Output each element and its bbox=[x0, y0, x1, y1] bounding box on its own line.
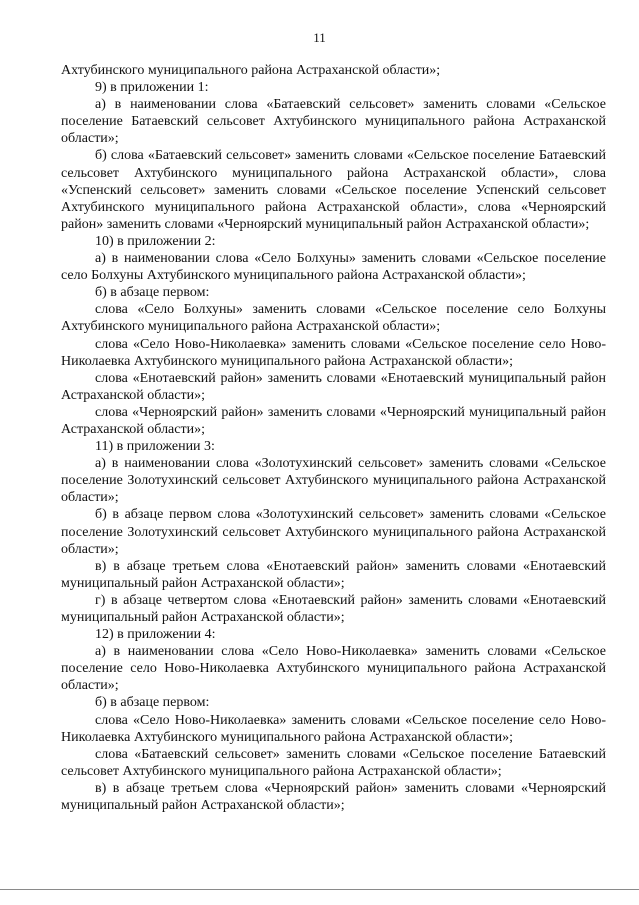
paragraph: б) слова «Батаевский сельсовет» заменить словами «Сельское поселение Батаевский сельсовет Ахтубинского муниципального района Астраханской области», слова «Успенский сельсовет» заменить словами «Сельское поселение Успенский сельсовет Ахтубинского муниципального района Астраханской области», слова «Черноярский район» заменить словами «Черноярский муниципальный район Астраханской области»; bbox=[61, 148, 606, 232]
document-body bbox=[61, 62, 606, 814]
paragraph: а) в наименовании слова «Батаевский сельсовет» заменить словами «Сельское поселение Батаевский сельсовет Ахтубинского муниципального района Астраханской области»; bbox=[61, 97, 606, 147]
paragraph: а) в наименовании слова «Село Болхуны» заменить словами «Сельское поселение село Болхуны Ахтубинского муниципального района Астраханской области»; bbox=[61, 251, 606, 284]
paragraph: г) в абзаце четвертом слова «Енотаевский район» заменить словами «Енотаевский муниципальный район Астраханской области»; bbox=[61, 592, 606, 625]
paragraph: в) в абзаце третьем слова «Черноярский район» заменить словами «Черноярский муниципальный район Астраханской области»; bbox=[61, 780, 606, 814]
paragraph: слова «Черноярский район» заменить словами «Черноярский муниципальный район Астраханской области»; bbox=[61, 404, 606, 437]
paragraph: 10) в приложении 2: bbox=[95, 233, 216, 249]
paragraph: б) в абзаце первом: bbox=[95, 695, 210, 711]
scan-edge-divider bbox=[0, 889, 639, 890]
paragraph: а) в наименовании слова «Село Ново-Николаевка» заменить словами «Сельское поселение село Ново-Николаевка Ахтубинского муниципального района Астраханской области»; bbox=[61, 644, 606, 694]
paragraph: а) в наименовании слова «Золотухинский сельсовет» заменить словами «Сельское поселение Золотухинский сельсовет Ахтубинского муниципального района Астраханской области»; bbox=[61, 456, 606, 506]
paragraph: Ахтубинского муниципального района Астраханской области»; bbox=[61, 63, 441, 78]
page-number: 11 bbox=[313, 30, 326, 45]
paragraph: 11) в приложении 3: bbox=[95, 439, 215, 455]
paragraph: б) в абзаце первом: bbox=[95, 285, 210, 301]
paragraph: слова «Село Ново-Николаевка» заменить словами «Сельское поселение село Ново-Николаевка Ахтубинского муниципального района Астраханской области»; bbox=[61, 336, 606, 369]
paragraph: 12) в приложении 4: bbox=[95, 627, 216, 643]
paragraph: слова «Село Болхуны» заменить словами «Сельское поселение село Болхуны Ахтубинского муниципального района Астраханской области»; bbox=[61, 302, 606, 335]
paragraph: слова «Батаевский сельсовет» заменить словами «Сельское поселение Батаевский сельсовет Ахтубинского муниципального района Астраханской области»; bbox=[61, 746, 606, 779]
paragraph: б) в абзаце первом слова «Золотухинский сельсовет» заменить словами «Сельское поселение Золотухинский сельсовет Ахтубинского муниципального района Астраханской области»; bbox=[61, 507, 606, 557]
paragraph: 9) в приложении 1: bbox=[95, 80, 209, 96]
paragraph: в) в абзаце третьем слова «Енотаевский район» заменить словами «Енотаевский муниципальный район Астраханской области»; bbox=[61, 558, 606, 591]
paragraph: слова «Енотаевский район» заменить словами «Енотаевский муниципальный район Астраханской области»; bbox=[61, 370, 606, 403]
paragraph: слова «Село Ново-Николаевка» заменить словами «Сельское поселение село Ново-Николаевка Ахтубинского муниципального района Астраханской области»; bbox=[61, 712, 606, 745]
